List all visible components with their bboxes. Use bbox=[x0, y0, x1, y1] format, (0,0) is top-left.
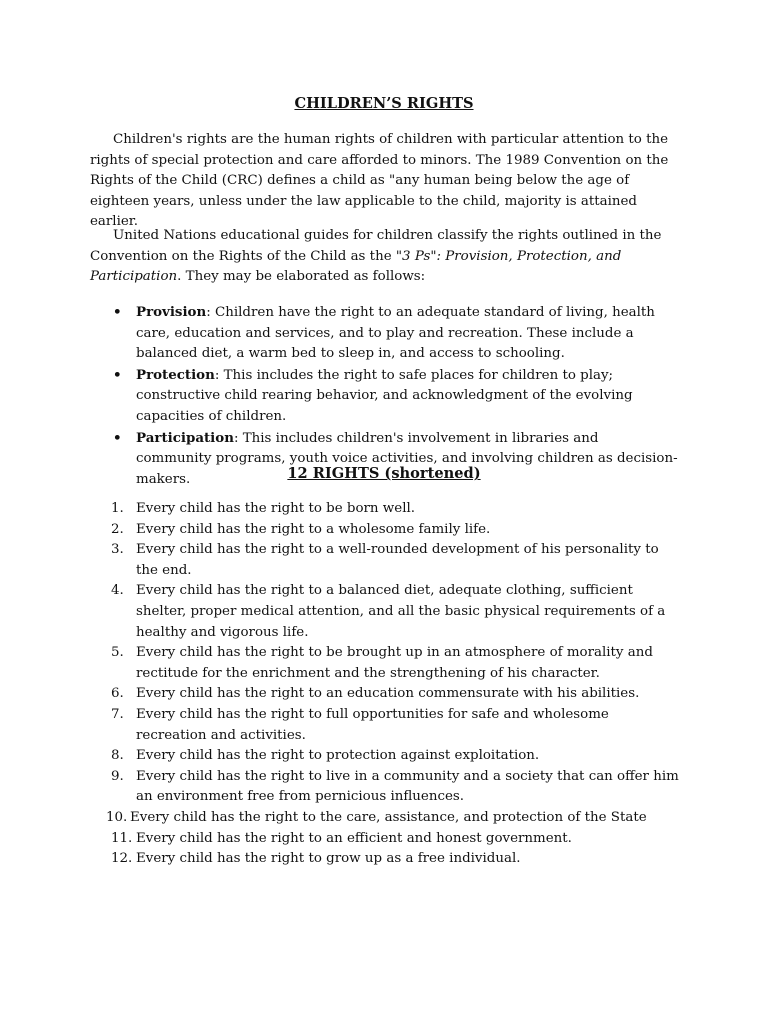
right-text: Every child has the right to be born well. bbox=[136, 501, 416, 516]
list-number: 10. bbox=[106, 809, 128, 825]
list-number: 4. bbox=[111, 583, 124, 599]
list-item bbox=[90, 705, 680, 746]
list-number: 8. bbox=[111, 748, 124, 764]
bullet-text: : Children have the right to an adequate standard of living, health care, education and services, and to play and recreation. These include a balanced diet, a warm bed to sleep in, and access to schooling. bbox=[136, 305, 655, 362]
list-number: 9. bbox=[111, 768, 124, 784]
list-item bbox=[90, 520, 680, 541]
list-item-protection bbox=[90, 365, 678, 428]
list-number: 3. bbox=[111, 542, 124, 558]
list-number: 6. bbox=[111, 686, 124, 702]
bullet-text: : This includes children's involvement in libraries and community programs, youth voice activities, and involving children as decision-makers. bbox=[136, 430, 678, 487]
list-number: 1. bbox=[111, 501, 124, 516]
three-ps-list bbox=[90, 302, 678, 490]
right-text: Every child has the right to a wholesome family life. bbox=[136, 521, 491, 537]
right-text: Every child has the right to be brought up in an atmosphere of morality and rectitude for the enrichment and the strengthening of his character. bbox=[136, 645, 653, 681]
list-item bbox=[90, 808, 680, 829]
list-item bbox=[90, 499, 680, 520]
three-ps-paragraph-end: . They may be elaborated as follows: bbox=[177, 269, 426, 285]
intro-paragraph: Children's rights are the human rights of children with particular attention to the rights of special protection and care afforded to minors. The 1989 Convention on the Rights of the Child (CRC) defines a child as "any human being below the age of eighteen years, unless under the law applicable to the child, majority is attained earlier. bbox=[90, 132, 669, 230]
list-item bbox=[90, 643, 680, 684]
rights-heading: 12 RIGHTS (shortened) bbox=[287, 465, 481, 482]
bullet-text: : This includes the right to safe places for children to play; constructive child rearing behavior, and acknowledgment of the evolving capacities of children. bbox=[136, 367, 633, 424]
bullet-term: Protection bbox=[136, 366, 215, 383]
list-item bbox=[90, 829, 680, 850]
list-item bbox=[90, 746, 680, 767]
right-text: Every child has the right to full opportunities for safe and wholesome recreation and activities. bbox=[136, 706, 609, 743]
list-item-provision bbox=[90, 302, 678, 365]
right-text: Every child has the right to a well-rounded development of his personality to the end. bbox=[136, 542, 659, 578]
bullet-icon: • bbox=[113, 429, 122, 446]
three-ps-paragraph bbox=[90, 226, 678, 288]
list-number: 7. bbox=[111, 706, 124, 722]
list-number: 5. bbox=[111, 645, 124, 661]
list-number: 2. bbox=[111, 521, 124, 537]
list-item bbox=[90, 684, 680, 705]
right-text: Every child has the right to an efficient and honest government. bbox=[136, 830, 572, 846]
right-text: Every child has the right to a balanced diet, adequate clothing, sufficient shelter, proper medical attention, and all the basic physical requirements of a healthy and vigorous life. bbox=[136, 583, 666, 640]
rights-list bbox=[90, 499, 680, 870]
list-item bbox=[90, 581, 680, 643]
document-title: CHILDREN’S RIGHTS bbox=[294, 95, 474, 112]
right-text: Every child has the right to an education commensurate with his abilities. bbox=[136, 686, 640, 702]
list-item bbox=[90, 849, 680, 870]
bullet-icon: • bbox=[113, 366, 122, 383]
right-text: Every child has the right to the care, assistance, and protection of the State bbox=[130, 809, 647, 825]
right-text: Every child has the right to grow up as a free individual. bbox=[136, 851, 521, 867]
bullet-term: Provision bbox=[136, 304, 207, 320]
list-item bbox=[90, 540, 680, 581]
right-text: Every child has the right to protection against exploitation. bbox=[136, 748, 540, 764]
bullet-term: Participation bbox=[136, 429, 234, 446]
list-number: 11. bbox=[111, 830, 133, 846]
list-number: 12. bbox=[111, 851, 133, 867]
bullet-icon: • bbox=[113, 304, 122, 320]
right-text: Every child has the right to live in a community and a society that can offer him an environment free from pernicious influences. bbox=[136, 768, 679, 805]
three-ps-paragraph-text: United Nations educational guides for children classify the rights outlined in the Convention on the Rights of the Child as the " bbox=[90, 228, 662, 264]
three-ps-italic: 3 Ps": Provision, Protection, and Participation bbox=[90, 248, 622, 285]
list-item bbox=[90, 767, 680, 808]
